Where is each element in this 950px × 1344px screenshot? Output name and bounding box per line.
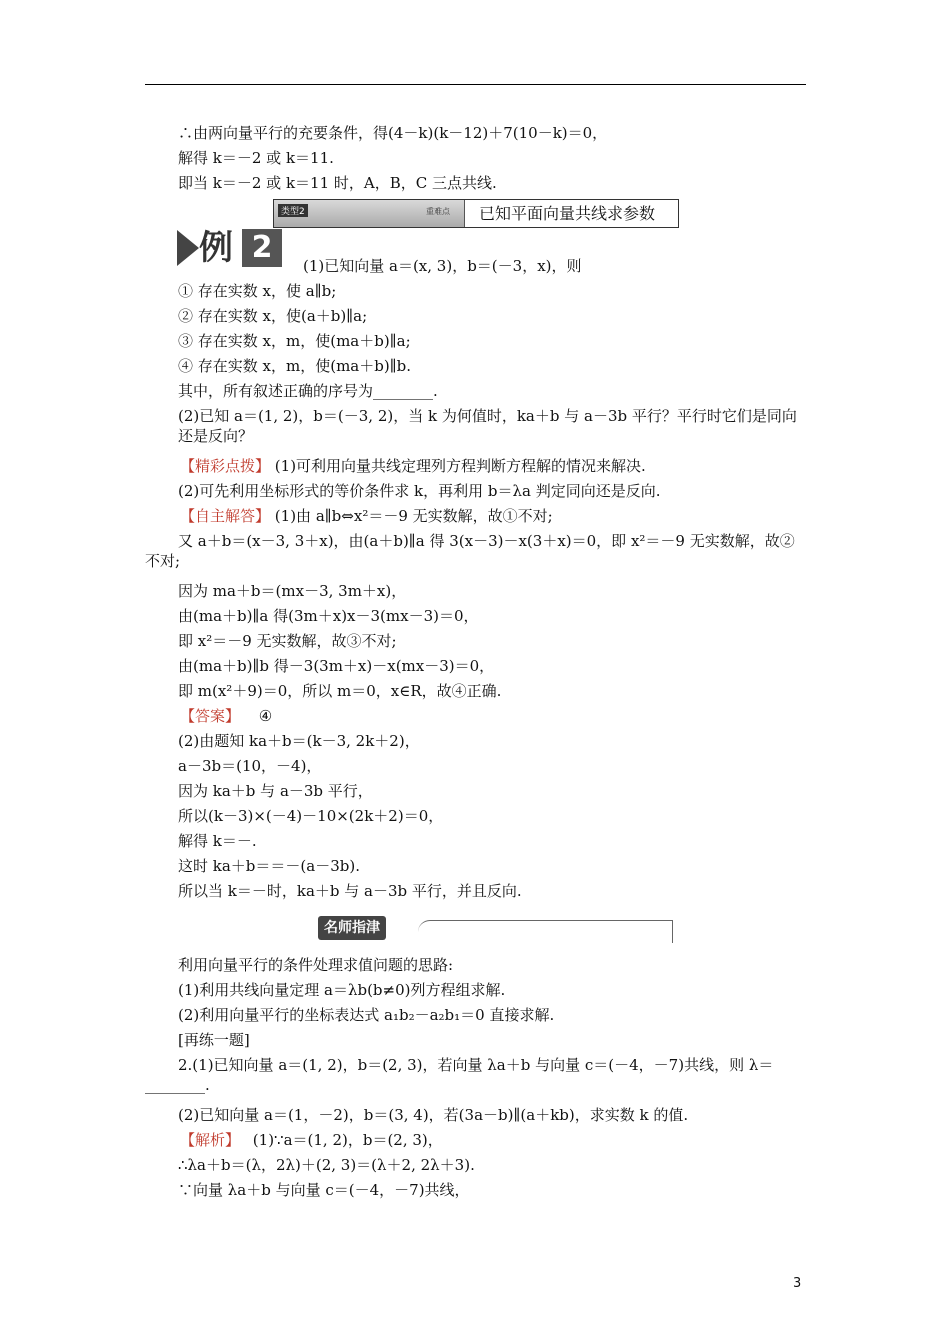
example-number: 2 — [242, 229, 282, 267]
hint-line-2: (2)可先利用坐标形式的等价条件求 k，再利用 b＝λa 判定同向还是反向. — [178, 482, 661, 500]
option-1: ① 存在实数 x，使 a∥b; — [178, 282, 337, 300]
solution-text: (1)由 a∥b⇔x²＝－9 无实数解，故①不对; — [274, 507, 553, 525]
type-key: 重难点 — [426, 207, 450, 216]
solution-tag: 【自主解答】 — [180, 507, 271, 525]
solution-step: 即 x²＝－9 无实数解，故③不对; — [178, 632, 397, 650]
part2-step: 所以(k－3)×(－4)－10×(2k＋2)＝0， — [178, 807, 444, 825]
tip-line: (1)利用共线向量定理 a＝λb(b≠0)列方程组求解. — [178, 981, 506, 999]
retry-label: [再练一题] — [178, 1031, 250, 1049]
solution-step: 即 m(x²＋9)＝0，所以 m＝0，x∈R，故④正确. — [178, 682, 502, 700]
page-number: 3 — [793, 1276, 802, 1291]
part2-step: 所以当 k＝－时，ka＋b 与 a－3b 平行，并且反向. — [178, 882, 522, 900]
solution-step: 由(ma＋b)∥a 得(3m＋x)x－3(mx－3)＝0， — [178, 607, 479, 625]
hint-text: (1)可利用向量共线定理列方程判断方程解的情况来解决. — [274, 457, 646, 475]
question-1-end: 其中，所有叙述正确的序号为________. — [178, 382, 438, 400]
part2-step: 这时 ka＋b＝＝－(a－3b). — [178, 857, 360, 875]
problem-2-part-2: (2)已知向量 a＝(1，－2)，b＝(3, 4)，若(3a－b)∥(a＋kb)，求实数 k 的值. — [178, 1106, 689, 1124]
example-word: 例 — [199, 228, 233, 268]
part2-step: (2)由题知 ka＋b＝(k－3, 2k＋2)， — [178, 732, 420, 750]
solution-line-2: 又 a＋b＝(x－3, 3＋x)，由(a＋b)∥a 得 3(x－3)－x(3＋x)＝0，即 x²＝－9 无实数解，故②不对; — [145, 532, 795, 570]
part2-step: 解得 k＝－. — [178, 832, 257, 850]
mentor-label: 名师指津 — [318, 916, 386, 940]
question-1: (1)已知向量 a＝(x, 3)，b＝(－3，x)，则 — [303, 257, 582, 275]
tip-line: 利用向量平行的条件处理求值问题的思路: — [178, 956, 454, 974]
part2-step: 因为 ka＋b 与 a－3b 平行， — [178, 782, 373, 800]
option-2: ② 存在实数 x，使(a＋b)∥a; — [178, 307, 368, 325]
text-line: 解得 k＝－2 或 k＝11. — [178, 149, 334, 167]
answer-line — [180, 706, 272, 726]
type-title: 已知平面向量共线求参数 — [479, 204, 656, 223]
problem-2-part-1: 2.(1)已知向量 a＝(1, 2)，b＝(2, 3)，若向量 λa＋b 与向量 c＝(－4，－7)共线，则 λ＝________. — [145, 1056, 774, 1094]
question-2: (2)已知 a＝(1, 2)，b＝(－3, 2)，当 k 为何值时，ka＋b 与 a－3b 平行？平行时它们是同向还是反向？ — [178, 407, 797, 445]
analysis-step: ∴λa＋b＝(λ，2λ)＋(2, 3)＝(λ＋2, 2λ＋3). — [178, 1156, 475, 1174]
option-4: ④ 存在实数 x，m，使(ma＋b)∥b. — [178, 357, 411, 375]
solution-step: 由(ma＋b)∥b 得－3(3m＋x)－x(mx－3)＝0， — [178, 657, 495, 675]
type-banner — [273, 199, 679, 228]
analysis-step: ∵向量 λa＋b 与向量 c＝(－4，－7)共线， — [178, 1181, 470, 1199]
type-banner-bar — [274, 200, 465, 227]
arrow-icon — [177, 230, 199, 266]
part2-step: a－3b＝(10，－4)， — [178, 757, 322, 775]
analysis-tag: 【解析】 — [180, 1131, 241, 1149]
mentor-rule — [418, 920, 673, 943]
analysis-text: (1)∵a＝(1, 2)，b＝(2, 3)， — [252, 1131, 443, 1149]
mentor-banner — [318, 914, 674, 944]
text-line: ∴由两向量平行的充要条件，得(4－k)(k－12)＋7(10－k)＝0， — [178, 124, 608, 142]
analysis-line — [180, 1130, 443, 1150]
type-number: 类型2 — [278, 204, 308, 217]
hint-line — [180, 456, 646, 476]
answer-tag: 【答案】 — [180, 707, 241, 725]
header-rule — [145, 84, 806, 85]
hint-tag: 【精彩点拨】 — [180, 457, 271, 475]
example-badge — [177, 228, 287, 268]
text-line: 即当 k＝－2 或 k＝11 时，A，B，C 三点共线. — [178, 174, 497, 192]
solution-step: 因为 ma＋b＝(mx－3, 3m＋x)， — [178, 582, 407, 600]
solution-line — [180, 506, 553, 526]
option-3: ③ 存在实数 x，m，使(ma＋b)∥a; — [178, 332, 411, 350]
tip-line: (2)利用向量平行的坐标表达式 a₁b₂－a₂b₁＝0 直接求解. — [178, 1006, 555, 1024]
answer-value: ④ — [258, 707, 273, 725]
